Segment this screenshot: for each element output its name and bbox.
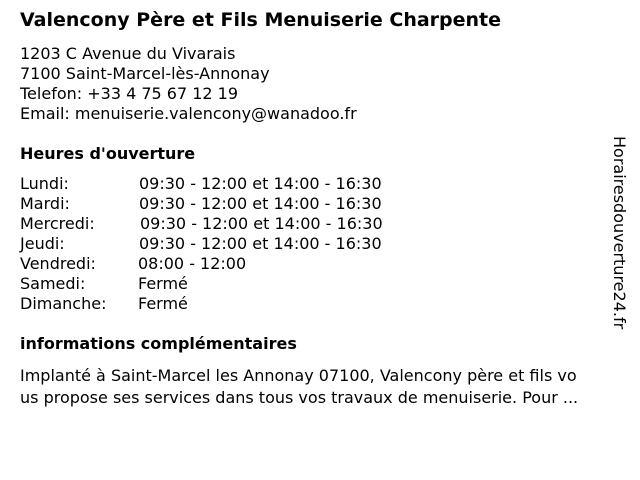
day-hours: Fermé <box>138 294 188 313</box>
info-description <box>20 365 632 409</box>
day-hours: 09:30 - 12:00 et 14:00 - 16:30 <box>140 214 383 233</box>
day-label: Samedi: <box>20 274 86 293</box>
day-hours: 09:30 - 12:00 et 14:00 - 16:30 <box>139 234 382 253</box>
watermark <box>610 136 632 346</box>
description-line: Implanté à Saint-Marcel les Annonay 07100, Valencony père et fils vo <box>20 366 577 385</box>
day-hours: Fermé <box>138 274 188 293</box>
day-label: Lundi: <box>20 174 69 193</box>
day-label: Mercredi: <box>20 214 95 233</box>
contact-block <box>20 44 357 124</box>
business-name: Valencony Père et Fils Menuiserie Charpente <box>20 9 502 31</box>
phone[interactable]: Telefon: +33 4 75 67 12 19 <box>20 84 239 103</box>
description-line: us propose ses services dans tous vos travaux de menuiserie. Pour ... <box>20 388 579 407</box>
hours-heading: Heures d'ouverture <box>20 144 196 163</box>
day-hours: 09:30 - 12:00 et 14:00 - 16:30 <box>139 174 382 193</box>
watermark-text: Horairesdouverture24.fr <box>610 136 629 330</box>
day-label: Mardi: <box>20 194 70 213</box>
address-street: 1203 C Avenue du Vivarais <box>20 44 236 63</box>
address-city: 7100 Saint-Marcel-lès-Annonay <box>20 64 270 83</box>
day-label: Dimanche: <box>20 294 107 313</box>
day-hours: 09:30 - 12:00 et 14:00 - 16:30 <box>139 194 382 213</box>
day-label: Jeudi: <box>20 234 65 253</box>
day-hours: 08:00 - 12:00 <box>138 254 247 273</box>
email[interactable]: Email: menuiserie.valencony@wanadoo.fr <box>20 104 357 123</box>
day-label: Vendredi: <box>20 254 96 273</box>
info-heading: informations complémentaires <box>20 334 297 353</box>
